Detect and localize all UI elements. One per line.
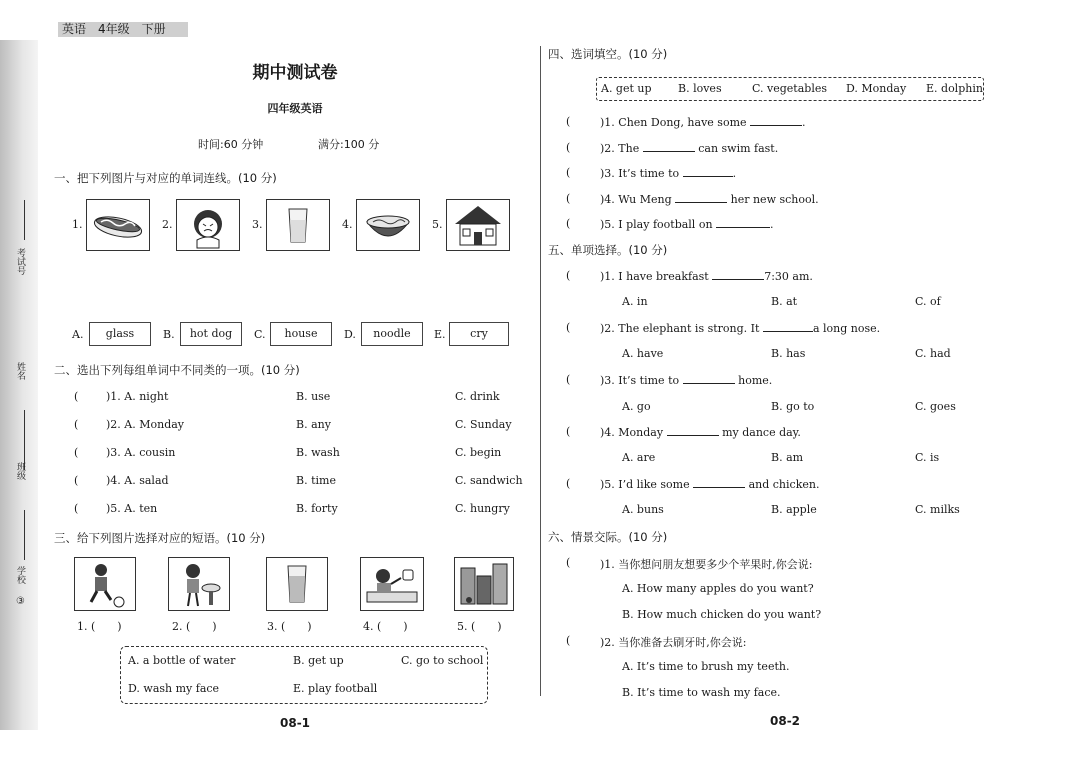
question-text-end: . [770, 218, 774, 231]
answer-paren: ( [566, 192, 571, 205]
question-option-a: )4. A. salad [106, 474, 169, 487]
question-text: )2. 当你准备去刷牙时,你会说: [600, 636, 747, 649]
question-text: )3. It’s time to [600, 374, 680, 387]
option-a[interactable]: A. go [622, 400, 651, 413]
answer-paren: ( [566, 321, 571, 334]
crying-girl-icon [177, 200, 239, 250]
question-text-end: home. [738, 374, 773, 387]
option-b[interactable]: B. am [771, 451, 804, 464]
glass-icon [267, 200, 329, 250]
glass-of-water-icon [267, 558, 327, 610]
pic-number: 4. [342, 218, 353, 231]
phrase-answer: 2. ( ) [172, 620, 217, 633]
phrase-option: A. a bottle of water [128, 654, 236, 667]
question-text-end: . [802, 116, 806, 129]
question-row [600, 217, 774, 231]
question-row [600, 141, 778, 155]
question-text: )5. I’d like some [600, 478, 690, 491]
answer-blank[interactable] [667, 425, 719, 436]
option-c[interactable]: C. milks [915, 503, 960, 516]
answer-blank[interactable] [643, 141, 695, 152]
answer-paren: ( [566, 634, 571, 647]
answer-blank[interactable] [683, 166, 733, 177]
section-2-title: 二、选出下列每组单词中不同类的一项。(10 分) [54, 363, 300, 377]
page-number-left: 08-1 [280, 716, 311, 730]
answer-blank[interactable] [693, 477, 745, 488]
question-row [600, 373, 772, 387]
answer-paren: ( [74, 418, 79, 431]
option-a[interactable]: A. buns [622, 503, 664, 516]
question-row [600, 321, 880, 335]
section-5-title: 五、单项选择。(10 分) [548, 243, 668, 257]
answer-paren: ( [566, 425, 571, 438]
question-row [600, 192, 819, 206]
circled-number: ③ [16, 596, 25, 607]
phrase-answer: 1. ( ) [77, 620, 122, 633]
question-text-end: her new school. [730, 193, 819, 206]
option-a[interactable]: A. It’s time to brush my teeth. [622, 660, 790, 673]
word-box: house [270, 322, 332, 346]
phrase-picture [360, 557, 424, 611]
answer-paren: ( [74, 390, 79, 403]
word-box: hot dog [180, 322, 242, 346]
section-1-title: 一、把下列图片与对应的单词连线。(10 分) [54, 171, 277, 185]
hot-dog-icon [87, 200, 149, 250]
question-text-end: . [732, 167, 737, 180]
question-text-end: my dance day. [722, 426, 801, 439]
option-c: C. sandwich [455, 474, 523, 487]
phrase-answer: 4. ( ) [363, 620, 408, 633]
question-option-a: )2. A. Monday [106, 418, 185, 431]
binding-margin [0, 40, 38, 730]
book-tag: 英语 4年级 下册 [58, 22, 188, 37]
option-a[interactable]: A. How many apples do you want? [622, 582, 814, 595]
phrase-answer: 3. ( ) [267, 620, 312, 633]
word-bank-option: A. get up [601, 82, 652, 95]
answer-paren: ( [566, 166, 571, 179]
pic-number: 3. [252, 218, 263, 231]
answer-blank[interactable] [712, 269, 764, 280]
pic-number: 1. [72, 218, 83, 231]
word-letter: B. [163, 328, 175, 341]
option-b: B. forty [296, 502, 338, 515]
boy-football-icon [75, 558, 135, 610]
glass-picture [266, 199, 330, 251]
question-text: )2. The elephant is strong. It [600, 322, 760, 335]
word-bank-option: B. loves [678, 82, 722, 95]
phrase-option: C. go to school [401, 654, 484, 667]
question-text-end: 7:30 am. [764, 270, 813, 283]
noodle-picture [356, 199, 420, 251]
word-bank-option: D. Monday [846, 82, 907, 95]
option-c: C. drink [455, 390, 500, 403]
answer-blank[interactable] [763, 321, 813, 332]
section-4-title: 四、选词填空。(10 分) [548, 47, 668, 61]
question-option-a: )1. A. night [106, 390, 169, 403]
section-6-title: 六、情景交际。(10 分) [548, 530, 668, 544]
name-label: 姓名 [15, 362, 25, 380]
option-a[interactable]: A. in [622, 295, 648, 308]
school-buildings-icon [455, 558, 513, 610]
phrase-option: D. wash my face [128, 682, 220, 695]
question-row [600, 425, 801, 439]
boy-waking-up-icon [361, 558, 423, 610]
girl-washing-face-icon [169, 558, 229, 610]
question-text: )2. The [600, 142, 640, 155]
crying-girl-picture [176, 199, 240, 251]
phrase-option: B. get up [293, 654, 344, 667]
option-b: B. wash [296, 446, 340, 459]
phrase-answer: 5. ( ) [457, 620, 502, 633]
option-b[interactable]: B. How much chicken do you want? [622, 608, 822, 621]
answer-blank[interactable] [683, 373, 735, 384]
option-b[interactable]: B. go to [771, 400, 815, 413]
noodle-bowl-icon [357, 200, 419, 250]
word-bank-option: E. dolphin [926, 82, 983, 95]
pic-number: 2. [162, 218, 173, 231]
exam-score: 满分:100 分 [318, 138, 380, 151]
option-b: B. use [296, 390, 331, 403]
word-bank-option: C. vegetables [752, 82, 827, 95]
option-c: C. hungry [455, 502, 510, 515]
answer-paren: ( [74, 446, 79, 459]
binding-line [24, 200, 25, 240]
phrase-picture [74, 557, 136, 611]
exam-time: 时间:60 分钟 [198, 138, 264, 151]
option-b[interactable]: B. It’s time to wash my face. [622, 686, 781, 699]
page-title: 期中测试卷 [252, 63, 338, 83]
question-text: )1. I have breakfast [600, 270, 709, 283]
phrase-option: E. play football [293, 682, 378, 695]
question-row [600, 477, 819, 491]
question-text: )4. Wu Meng [600, 193, 672, 206]
option-c[interactable]: C. had [915, 347, 951, 360]
word-box: glass [89, 322, 151, 346]
question-row [600, 166, 736, 180]
word-letter: E. [434, 328, 446, 341]
option-c[interactable]: C. goes [915, 400, 956, 413]
question-text: )1. 当你想问朋友想要多少个苹果时,你会说: [600, 558, 813, 571]
word-letter: D. [344, 328, 356, 341]
page-divider [540, 46, 541, 696]
phrase-picture [266, 557, 328, 611]
answer-paren: ( [566, 373, 571, 386]
question-row [600, 115, 806, 129]
school-label: 学校 [15, 566, 25, 584]
option-c: C. begin [455, 446, 502, 459]
answer-paren: ( [74, 474, 79, 487]
option-a[interactable]: A. are [622, 451, 656, 464]
option-c: C. Sunday [455, 418, 512, 431]
house-picture [446, 199, 510, 251]
option-b: B. any [296, 418, 331, 431]
answer-blank[interactable] [675, 192, 727, 203]
question-option-a: )3. A. cousin [106, 446, 176, 459]
question-text: )5. I play football on [600, 218, 713, 231]
phrase-picture [168, 557, 230, 611]
answer-paren: ( [566, 269, 571, 282]
answer-paren: ( [566, 217, 571, 230]
question-text: )4. Monday [600, 426, 664, 439]
answer-paren: ( [566, 556, 571, 569]
question-text-end: and chicken. [748, 478, 820, 491]
pic-number: 5. [432, 218, 443, 231]
answer-paren: ( [74, 502, 79, 515]
word-letter: A. [72, 328, 84, 341]
exam-number-label: 考试号 [15, 248, 25, 275]
option-b[interactable]: B. at [771, 295, 798, 308]
answer-paren: ( [566, 141, 571, 154]
answer-paren: ( [566, 115, 571, 128]
class-label: 班级 [15, 462, 25, 480]
binding-line [24, 410, 25, 470]
page-subtitle: 四年级英语 [267, 102, 323, 115]
question-text-end: can swim fast. [698, 142, 779, 155]
question-option-a: )5. A. ten [106, 502, 158, 515]
page-number-right: 08-2 [770, 714, 801, 728]
answer-paren: ( [566, 477, 571, 490]
binding-line [24, 510, 25, 560]
answer-blank[interactable] [716, 217, 770, 228]
question-text-end: a long nose. [812, 322, 881, 335]
option-c[interactable]: C. is [915, 451, 940, 464]
option-c[interactable]: C. of [915, 295, 941, 308]
hot-dog-picture [86, 199, 150, 251]
word-letter: C. [254, 328, 266, 341]
word-box: cry [449, 322, 509, 346]
answer-blank[interactable] [750, 115, 802, 126]
house-icon [447, 200, 509, 250]
option-b[interactable]: B. has [771, 347, 806, 360]
option-b[interactable]: B. apple [771, 503, 817, 516]
question-text: )3. It’s time to [600, 167, 680, 180]
word-box: noodle [361, 322, 423, 346]
option-b: B. time [296, 474, 336, 487]
section-3-title: 三、给下列图片选择对应的短语。(10 分) [54, 531, 266, 545]
option-a[interactable]: A. have [622, 347, 664, 360]
question-text: )1. Chen Dong, have some [600, 116, 747, 129]
phrase-picture [454, 557, 514, 611]
question-row [600, 269, 813, 283]
